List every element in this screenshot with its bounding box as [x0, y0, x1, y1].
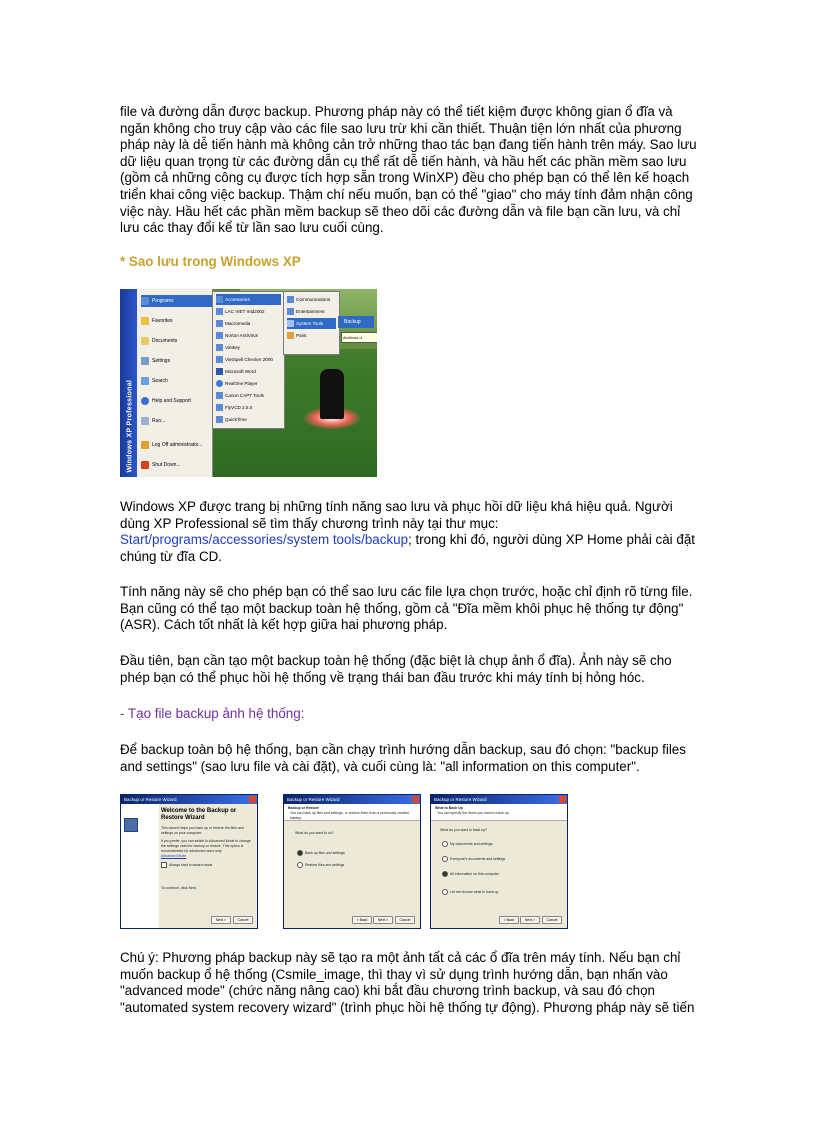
logoff-icon [141, 441, 149, 449]
program-item[interactable]: Norton AntiVirus [216, 330, 258, 341]
back-button[interactable]: < Back [499, 916, 519, 924]
wizard-titlebar: Backup or Restore Wizard [431, 795, 567, 804]
realone-icon [216, 380, 223, 387]
programs-icon [141, 297, 149, 305]
cancel-button[interactable]: Cancel [395, 916, 415, 924]
paragraph-system-image: Đầu tiên, bạn cần tạo một backup toàn hệ thống (đặc biệt là chụp ảnh ổ đĩa). Ảnh này sẽ cho phép bạn có thể phục hồi hệ thống về trạng thái ban đầu trước khi máy tính bị hỏng hóc. [120, 653, 672, 685]
word-icon [216, 368, 223, 375]
paragraph-features: Tính năng này sẽ cho phép bạn có thể sao lưu các file lựa chọn trước, hoặc chỉ định rõ từng file. Bạn cũng có thể tạo một backup toàn hệ thống, gồm cả "Đĩa mềm khôi phục hệ thống tự động" (ASR). Cách tốt nhất là kết hợp giữa hai phương pháp. [120, 584, 693, 633]
wizard-welcome-content [161, 808, 253, 891]
wizard-body: This wizard helps you back up or restore the files and settings on your computer. [161, 826, 244, 835]
wizard-options [289, 825, 413, 913]
wizard-options [436, 825, 560, 913]
wizard-header-sub: You can specify the items you want to back up. [437, 811, 510, 815]
paragraph-note: Chú ý: Phương pháp backup này sẽ tạo ra một ảnh tất cả các ổ đĩa trên máy tính. Nếu bạn chỉ muốn backup ổ hệ thống (Csmile_image, thì thay vì sử dụng trình hướng dẫn, bạn nhấn vào "advanced mode" (chức năng nâng cao) khi bắt đầu chương trình backup, và sau đó chọn "automated system recovery wizard" (trình phục hồi hệ thống tự động). Phương pháp này sẽ tiến [120, 950, 695, 1015]
radio-icon [442, 889, 448, 895]
wizard-titlebar: Backup or Restore Wizard [121, 795, 257, 804]
program-item[interactable]: VietSpell Checker 2000 [216, 354, 273, 365]
option-backup[interactable]: Back up files and settings [289, 850, 413, 856]
backup-logo-icon [124, 818, 138, 832]
wizard-left-panel [121, 804, 159, 928]
wizard-titlebar: Backup or Restore Wizard [284, 795, 420, 804]
start-item-documents[interactable]: Documents [141, 335, 177, 347]
folder-icon [216, 296, 223, 303]
wizard-welcome-screenshot [120, 794, 258, 929]
search-icon [141, 377, 149, 385]
accessory-item[interactable]: Entertainment [287, 306, 325, 317]
wizard-question: What do you want to do? [295, 831, 334, 835]
tooltip: Archives d [341, 332, 377, 343]
folder-icon [216, 344, 223, 351]
start-item-shutdown[interactable]: Shut Down... [141, 459, 181, 471]
program-item[interactable]: Vietkey [216, 342, 240, 353]
wizard-header-title: Backup or Restore [288, 806, 320, 810]
start-item-run[interactable]: Run... [141, 415, 165, 427]
accessories-submenu [283, 291, 340, 355]
folder-icon [287, 296, 294, 303]
close-icon[interactable] [412, 796, 419, 803]
folder-icon [216, 404, 223, 411]
folder-icon [216, 320, 223, 327]
settings-icon [141, 357, 149, 365]
radio-icon [442, 841, 448, 847]
wizard-what-to-backup-screenshot [430, 794, 568, 929]
close-icon[interactable] [249, 796, 256, 803]
program-item[interactable]: Microsoft Word [216, 366, 256, 377]
start-menu-main [137, 289, 213, 477]
folder-icon [287, 320, 294, 327]
brand-bar-text: Windows XP Professional [126, 379, 134, 473]
checkbox-icon [161, 862, 167, 868]
wizard-backup-restore-screenshot [283, 794, 421, 929]
program-item[interactable]: Macromedia [216, 318, 250, 329]
radio-icon [442, 856, 448, 862]
radio-icon [297, 862, 303, 868]
wizard-footer: To continue, click Next. [161, 886, 197, 890]
option-everyones-documents[interactable]: Everyone's documents and settings [436, 856, 560, 862]
heading-windows-xp-backup: * Sao lưu trong Windows XP [120, 254, 301, 269]
folder-icon [216, 332, 223, 339]
program-item[interactable]: Canon CAPT Tools [216, 390, 264, 401]
next-button[interactable]: Next > [520, 916, 540, 924]
folder-icon [216, 308, 223, 315]
help-icon [141, 397, 149, 405]
folder-icon [216, 356, 223, 363]
backup-path-link[interactable]: Start/programs/accessories/system tools/backup [120, 532, 409, 548]
paragraph-xp-backup: Windows XP được trang bị những tính năng sao lưu và phục hồi dữ liệu khá hiệu quả. Người dùng XP Professional sẽ tìm thấy chương trình này tại thư mục: Start/programs/accessories/system tools/backup; trong khi đó, người dùng XP Home phải cài đặt chúng từ đĩa CD. [120, 499, 695, 564]
programs-submenu [212, 291, 285, 429]
start-item-search[interactable]: Search [141, 375, 168, 387]
start-item-favorites[interactable]: Favorites [141, 315, 173, 327]
wizard-header-title: What to Back Up [435, 806, 463, 810]
option-my-documents[interactable]: My documents and settings [436, 841, 560, 847]
wizard-header [284, 804, 420, 821]
heading-create-image: - Tạo file backup ảnh hệ thống: [120, 706, 305, 721]
start-item-programs[interactable]: Programs [141, 295, 212, 307]
folder-icon [216, 392, 223, 399]
program-item[interactable]: RealOne Player [216, 378, 257, 389]
start-menu-brand-bar [120, 289, 137, 477]
advanced-mode-link[interactable]: Advanced Mode [161, 854, 187, 858]
paint-icon [287, 332, 294, 339]
cancel-button[interactable]: Cancel [542, 916, 562, 924]
wizard-body-2: If you prefer, you can switch to Advanced Mode to change the settings used for backup or restore. This option is recommended for advanced users only. [161, 839, 251, 853]
cancel-button[interactable]: Cancel [233, 916, 253, 924]
documents-icon [141, 337, 149, 345]
option-let-me-choose[interactable]: Let me choose what to back up [436, 889, 560, 895]
program-item[interactable]: FlyVCD 2.5.0 [216, 402, 252, 413]
close-icon[interactable] [559, 796, 566, 803]
desktop-figure [320, 369, 344, 419]
radio-icon [442, 871, 448, 877]
system-tools-backup-item[interactable]: Backup [338, 316, 374, 328]
shutdown-icon [141, 461, 149, 469]
accessory-item[interactable]: Paint [287, 330, 306, 341]
option-all-information[interactable]: All information on this computer [436, 871, 560, 877]
back-button[interactable]: < Back [352, 916, 372, 924]
wizard-heading: Welcome to the Backup or Restore Wizard [161, 808, 237, 821]
wizard-header-sub: You can back up files and settings, or restore them from a previously created backup. [290, 811, 409, 820]
program-item[interactable]: LAC VIET mtd2002 [216, 306, 265, 317]
paragraph-wizard-steps: Để backup toàn bộ hệ thống, bạn cần chạy trình hướng dẫn backup, sau đó chọn: "backup files and settings" (sao lưu file và cài đặt), và cuối cùng là: "all information on this computer". [120, 742, 686, 774]
program-item[interactable]: QuickTime [216, 414, 247, 425]
start-item-logoff[interactable]: Log Off administrator... [141, 439, 203, 451]
folder-icon [287, 308, 294, 315]
run-icon [141, 417, 149, 425]
next-button[interactable]: Next > [211, 916, 231, 924]
accessory-item[interactable]: Communications [287, 294, 330, 305]
start-item-settings[interactable]: Settings [141, 355, 170, 367]
start-menu-screenshot [120, 289, 377, 477]
favorites-icon [141, 317, 149, 325]
radio-icon [297, 850, 303, 856]
wizard-question: What do you want to back up? [440, 828, 488, 832]
folder-icon [216, 416, 223, 423]
program-item-accessories[interactable]: Accessories [216, 294, 281, 305]
accessory-item-system-tools[interactable]: System Tools [287, 318, 336, 329]
start-item-help[interactable]: Help and Support [141, 395, 191, 407]
wizard-header [431, 804, 567, 821]
paragraph-intro: file và đường dẫn được backup. Phương pháp này có thể tiết kiệm được không gian ổ đĩa và ngăn không cho truy cập vào các file sao lưu trừ khi cần thiết. Thuận tiện lớn nhất của phương pháp này là dễ tiến hành mà không cản trở những thao tác bạn đang tiến hành trên máy. Sao lưu dữ liệu quan trọng từ các đường dẫn cụ thể rất dễ tiến hành, và hầu hết các phần mềm sao lưu (gồm cả những công cụ được tích hợp sẵn trong WinXP) đều cho phép bạn có thể lên kế hoạch triển khai công việc backup. Thậm chí nếu muốn, bạn có thể "giao" cho máy tính đảm nhận công việc này. Hầu hết các phần mềm backup sẽ theo dõi các đường dẫn và file bạn cần lưu, và chỉ lưu các thay đổi kể từ lần sao lưu cuối cùng. [120, 104, 697, 236]
option-restore[interactable]: Restore files and settings [289, 862, 413, 868]
next-button[interactable]: Next > [373, 916, 393, 924]
wizard-mode-checkbox[interactable]: Always start in wizard mode [161, 862, 253, 868]
